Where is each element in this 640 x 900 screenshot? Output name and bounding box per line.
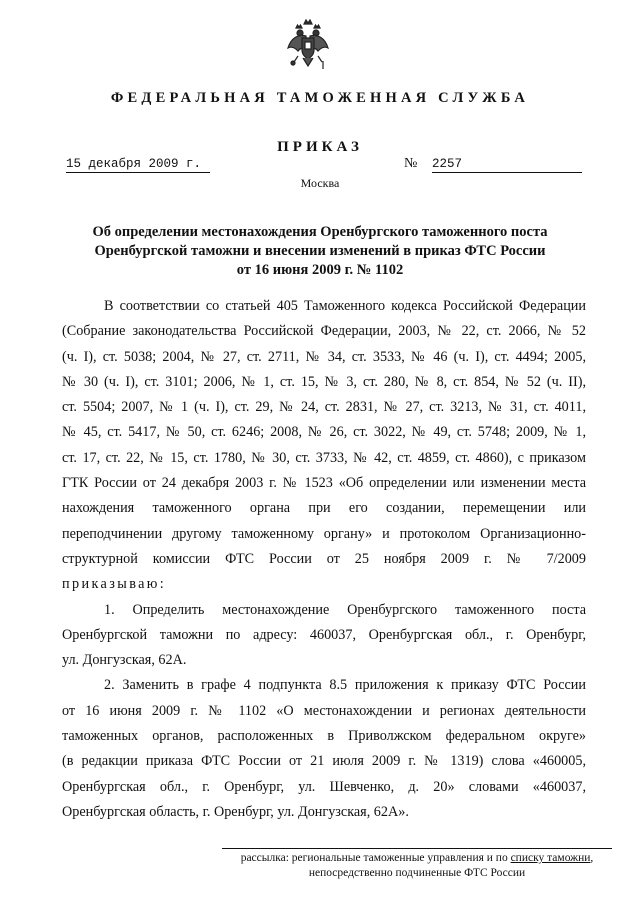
item-2-line: от 16 июня 2009 г. № 1102 «О местонахождении и регионах деятельности (62, 702, 586, 719)
order-directive: приказываю: (62, 576, 167, 593)
coat-of-arms-emblem (286, 18, 330, 72)
document-title (60, 223, 580, 280)
item-2-line: 2. Заменить в графе 4 подпункта 8.5 приложения к приказу ФТС России (104, 677, 586, 694)
mailing-list-line: непосредственно подчиненные ФТС России (308, 867, 526, 879)
mailing-list-line (226, 851, 608, 866)
body-line: структурной комиссии ФТС России от 25 ноября 2009 г. № 7/2009 (62, 550, 586, 567)
body-line: переподчинении другому таможенному органу» и протоколом Организационно- (62, 525, 586, 542)
body-line: нахождения таможенного органа при его создании, перемещении или (62, 500, 586, 517)
item-1-line: ул. Донгузская, 62А. (62, 652, 187, 669)
agency-name: ФЕДЕРАЛЬНАЯ ТАМОЖЕННАЯ СЛУЖБА (110, 90, 530, 106)
item-2-line: Оренбургская обл., г. Оренбург, ул. Шевченко, д. 20» словами «460037, (62, 778, 586, 795)
item-2-line: таможенных органов, расположенных в Приволжском федеральном округе» (62, 728, 586, 745)
body-line: (ч. I), ст. 5038; 2004, № 27, ст. 2711, № 34, ст. 3533, № 46 (ч. I), ст. 4494; 2005, (62, 348, 586, 365)
title-line: от 16 июня 2009 г. № 1102 (236, 262, 404, 278)
body-line: В соответствии со статьей 405 Таможенного кодекса Российской Федерации (104, 298, 586, 314)
mailing-comma: , (590, 852, 594, 864)
item-2-line: Оренбургская область, г. Оренбург, ул. Донгузская, 62А». (62, 803, 409, 820)
item-2-line: (в редакции приказа ФТС России от 21 июля 2009 г. № 1319) слова «460005, (62, 753, 586, 770)
document-body (62, 294, 586, 825)
body-line: ст. 17, ст. 22, № 15, ст. 1780, № 30, ст. 3733, № 42, ст. 4859, ст. 4860), с приказом (62, 449, 586, 466)
title-line: Оренбургской таможни и внесении изменений в приказ ФТС России (94, 243, 546, 259)
body-line: ст. 5504; 2007, № 1 (ч. I), ст. 29, № 24, ст. 2831, № 27, ст. 3213, № 31, ст. 4011, (62, 399, 586, 416)
order-number-sign: № (404, 156, 418, 171)
title-line: Об определении местонахождения Оренбургского таможенного поста (92, 224, 548, 240)
document-type-heading: ПРИКАЗ (277, 139, 363, 155)
body-line: ГТК России от 24 декабря 2003 г. № 1523 «Об определении или изменении места (62, 475, 586, 492)
order-date: 15 декабря 2009 г. (66, 157, 210, 173)
mailing-divider (222, 848, 612, 849)
body-line: № 30 (ч. I), ст. 3101; 2006, № 1, ст. 15, № 3, ст. 280, № 8, ст. 854, № 52 (ч. II), (62, 373, 586, 390)
issue-city: Москва (300, 176, 340, 190)
order-number: 2257 (432, 157, 582, 173)
mailing-underlined-text: списку таможни (510, 852, 591, 864)
item-1-line: 1. Определить местонахождение Оренбургского таможенного поста (104, 601, 586, 618)
body-line: № 45, ст. 5417, № 50, ст. 6246; 2008, № 26, ст. 3022, № 49, ст. 5748; 2009, № 1, (62, 424, 586, 441)
body-line: (Собрание законодательства Российской Федерации, 2003, № 22, ст. 2066, № 52 (62, 323, 586, 340)
mailing-text: рассылка: региональные таможенные управления и по (240, 852, 511, 864)
item-1-line: Оренбургской таможни по адресу: 460037, Оренбургская обл., г. Оренбург, (62, 626, 586, 643)
